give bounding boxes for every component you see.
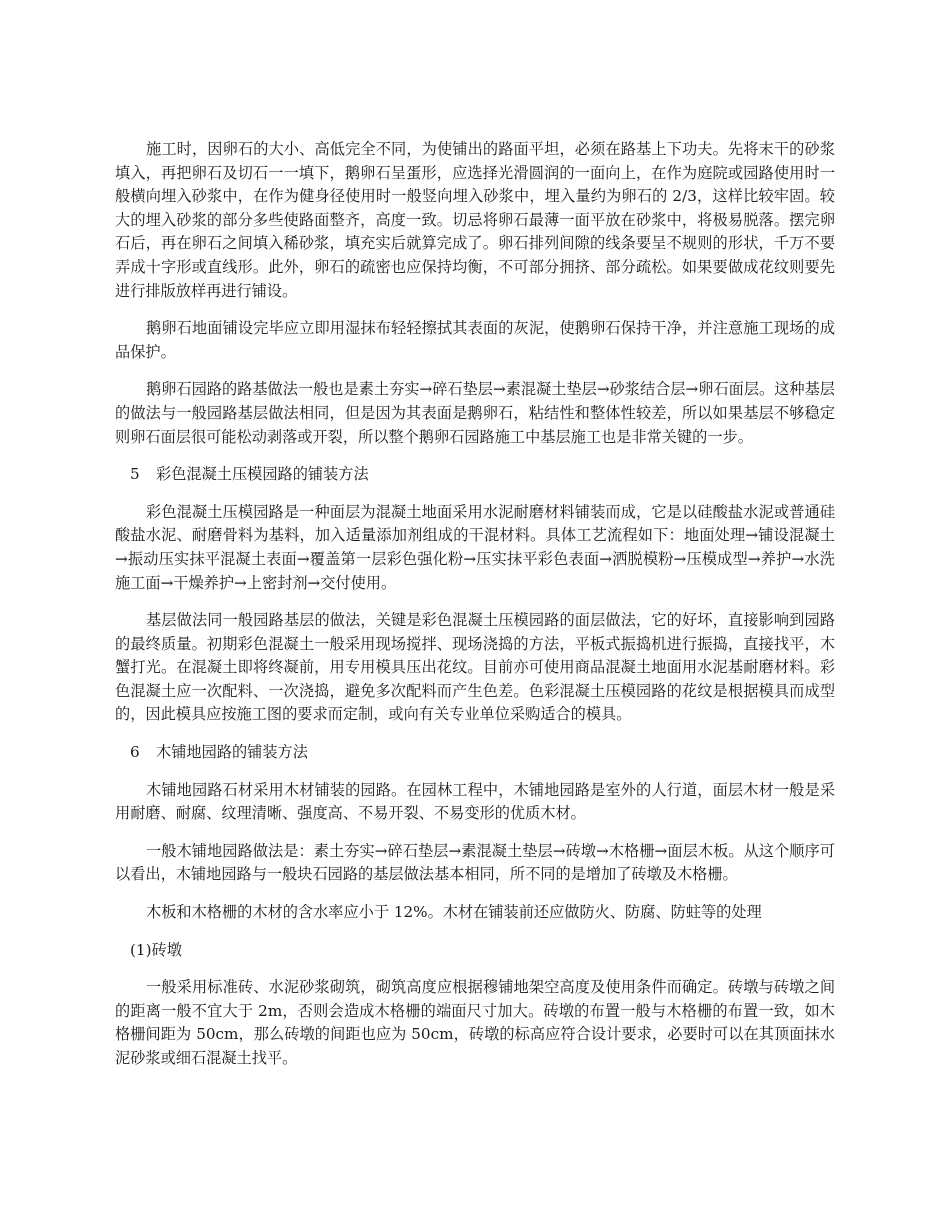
paragraph-colored-concrete-base: 基层做法同一般园路基层的做法，关键是彩色混凝土压模园路的面层做法，它的好坏，直接影响到园路的最终质量。初期彩色混凝土一般采用现场搅拌、现场浇捣的方法，平板式振捣机进行振捣，直接找平，木蟹打光。在混凝土即将终凝前，用专用模具压出花纹。目前亦可使用商品混凝土地面用水泥基耐磨材料。彩色混凝土应一次配料、一次浇捣，避免多次配料而产生色差。色彩混凝土压模园路的花纹是根据模具而成型的，因此模具应按施工图的要求而定制，或向有关专业单位采购适合的模具。 bbox=[115, 611, 835, 724]
paragraph-pebble-laying: 施工时，因卵石的大小、高低完全不同，为使铺出的路面平坦，必须在路基上下功夫。先将末干的砂浆填入，再把卵石及切石一一填下，鹅卵石呈蛋形，应选择光滑圆润的一面向上，在作为庭院或园路使用时一般横向埋入砂浆中，在作为健身径使用时一般竖向埋入砂浆中，埋入量约为卵石的 2/3，这样比较牢固。较大的埋入砂浆的部分多些使路面整齐，高度一致。切忌将卵石最薄一面平放在砂浆中，将极易脱落。摆完卵石后，再在卵石之间填入稀砂浆，填充实后就算完成了。卵石排列间隙的线条要呈不规则的形状，千万不要弄成十字形或直线形。此外，卵石的疏密也应保持均衡，不可部分拥挤、部分疏松。如果要做成花纹则要先进行排版放样再进行铺设。 bbox=[115, 140, 835, 300]
section-6-title: 木铺地园路的铺装方法 bbox=[156, 743, 308, 762]
paragraph-pebble-cleaning: 鹅卵石地面铺设完毕应立即用湿抹布轻轻擦拭其表面的灰泥，使鹅卵石保持干净，并注意施工现场的成品保护。 bbox=[115, 319, 835, 361]
section-6-heading bbox=[115, 741, 835, 765]
paragraph-brick-pier: 一般采用标准砖、水泥砂浆砌筑，砌筑高度应根据穆铺地架空高度及使用条件而确定。砖墩与砖墩之间的距离一般不宜大于 2m，否则会造成木格栅的端面尺寸加大。砖墩的布置一般与木格栅的布置一致，如木格栅间距为 50cm，那么砖墩的间距也应为 50cm，砖墩的标高应符合设计要求，必要时可以在其顶面抹水泥砂浆或细石混凝土找平。 bbox=[115, 978, 835, 1067]
section-5-title: 彩色混凝土压模园路的铺装方法 bbox=[156, 465, 369, 484]
paragraph-wood-intro: 木铺地园路石材采用木材铺装的园路。在园林工程中，木铺地园路是室外的人行道，面层木材一般是采用耐磨、耐腐、纹理清晰、强度高、不易开裂、不易变形的优质木材。 bbox=[115, 780, 835, 823]
section-6-number: 6 bbox=[130, 743, 140, 762]
paragraph-wood-moisture: 木板和木格栅的木材的含水率应小于 12%。木材在铺装前还应做防火、防腐、防蛀等的处理 bbox=[146, 903, 762, 922]
paragraph-colored-concrete-intro: 彩色混凝土压模园路是一种面层为混凝土地面采用水泥耐磨材料铺装而成，它是以硅酸盐水泥或普通硅酸盐水泥、耐磨骨料为基料，加入适量添加剂组成的干混材料。具体工艺流程如下：地面处理→铺设混凝土→振动压实抹平混凝土表面→覆盖第一层彩色强化粉→压实抹平彩色表面→洒脱模粉→压模成型→养护→水洗施工面→干燥养护→上密封剂→交付使用。 bbox=[115, 502, 835, 592]
paragraph-pebble-base: 鹅卵石园路的路基做法一般也是素土夯实→碎石垫层→素混凝土垫层→砂浆结合层→卵石面层。这种基层的做法与一般园路基层做法相同，但是因为其表面是鹅卵石，粘结性和整体性较差，所以如果基层不够稳定则卵石面层很可能松动剥落或开裂，所以整个鹅卵石园路施工中基层施工也是非常关键的一步。 bbox=[115, 380, 835, 446]
paragraph-wood-method: 一般木铺地园路做法是：素土夯实→碎石垫层→素混凝土垫层→砖墩→木格栅→面层木板。从这个顺序可以看出，木铺地园路与一般块石园路的基层做法基本相同，所不同的是增加了砖墩及木格栅。 bbox=[115, 841, 835, 884]
subsection-brick-pier-heading: (1)砖墩 bbox=[130, 940, 182, 959]
document-page bbox=[115, 138, 835, 1085]
section-5-heading bbox=[115, 463, 835, 487]
section-5-number: 5 bbox=[130, 465, 140, 484]
